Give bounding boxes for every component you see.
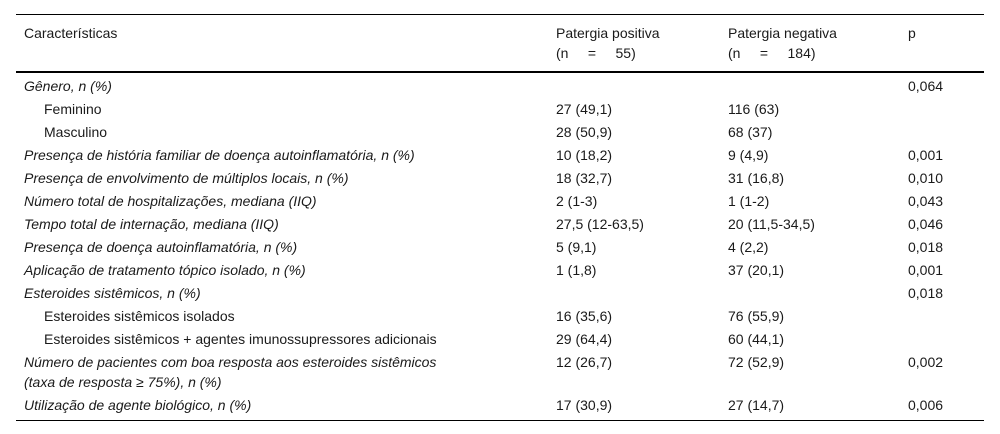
row-positive: 18 (32,7)	[556, 170, 613, 186]
table-header	[16, 15, 984, 73]
row-p	[900, 328, 984, 351]
row-label: Presença de envolvimento de múltiplos locais, n (%)	[24, 170, 349, 186]
row-label-line2: (taxa de resposta ≥ 75%), n (%)	[24, 374, 222, 390]
row-p: 0,001	[908, 262, 944, 278]
row-positive: 5 (9,1)	[556, 239, 597, 255]
table-row	[16, 72, 984, 98]
table-row	[16, 328, 984, 351]
row-p: 0,002	[908, 354, 944, 370]
table-row	[16, 213, 984, 236]
row-label	[16, 351, 548, 394]
header-positive-n: (n = 55)	[556, 45, 636, 61]
row-negative: 31 (16,8)	[728, 170, 785, 186]
table-row	[16, 282, 984, 305]
row-label: Presença de história familiar de doença autoinflamatória, n (%)	[24, 147, 415, 163]
table-row	[16, 98, 984, 121]
row-negative: 72 (52,9)	[728, 354, 785, 370]
row-p: 0,064	[908, 78, 944, 94]
row-label: Esteroides sistêmicos, n (%)	[24, 285, 201, 301]
row-p: 0,018	[908, 239, 944, 255]
row-negative: 9 (4,9)	[728, 147, 769, 163]
row-label: Feminino	[44, 101, 102, 117]
row-negative: 4 (2,2)	[728, 239, 769, 255]
row-positive: 10 (18,2)	[556, 147, 613, 163]
row-negative: 60 (44,1)	[728, 331, 785, 347]
row-label: Gênero, n (%)	[24, 78, 112, 94]
row-label: Esteroides sistêmicos + agentes imunossupressores adicionais	[44, 331, 437, 347]
row-negative: 76 (55,9)	[728, 308, 785, 324]
row-negative: 27 (14,7)	[728, 397, 785, 413]
header-pathergy-negative	[720, 15, 900, 73]
row-positive: 27,5 (12-63,5)	[556, 216, 644, 232]
row-p	[900, 121, 984, 144]
header-negative-label: Patergia negativa	[728, 25, 837, 41]
row-positive: 29 (64,4)	[556, 331, 613, 347]
header-positive-label: Patergia positiva	[556, 25, 660, 41]
row-p: 0,018	[908, 285, 944, 301]
row-negative: 116 (63)	[728, 101, 780, 117]
row-negative: 68 (37)	[728, 124, 773, 140]
row-label-line1: Número de pacientes com boa resposta aos esteroides sistêmicos	[24, 354, 437, 370]
row-label: Aplicação de tratamento tópico isolado, n (%)	[24, 262, 306, 278]
row-positive: 12 (26,7)	[556, 354, 613, 370]
row-positive: 2 (1-3)	[556, 193, 598, 209]
table-row	[16, 190, 984, 213]
row-p: 0,046	[908, 216, 944, 232]
row-negative	[720, 72, 900, 98]
row-negative	[720, 282, 900, 305]
characteristics-table	[16, 14, 984, 421]
row-negative: 20 (11,5-34,5)	[728, 216, 815, 232]
row-positive	[548, 282, 720, 305]
table-row	[16, 236, 984, 259]
characteristics-table-container	[16, 14, 984, 421]
row-p: 0,001	[908, 147, 944, 163]
table-body	[16, 72, 984, 421]
header-pathergy-positive	[548, 15, 720, 73]
header-p-value: p	[908, 25, 916, 41]
row-p: 0,043	[908, 193, 944, 209]
row-label: Utilização de agente biológico, n (%)	[24, 397, 252, 413]
table-row	[16, 351, 984, 394]
header-row	[16, 15, 984, 73]
header-negative-n: (n = 184)	[728, 45, 816, 61]
table-row	[16, 144, 984, 167]
header-characteristics: Características	[24, 25, 118, 41]
row-positive: 1 (1,8)	[556, 262, 597, 278]
row-label: Número total de hospitalizações, mediana (IIQ)	[24, 193, 317, 209]
row-p	[900, 98, 984, 121]
table-row	[16, 394, 984, 421]
row-label: Presença de doença autoinflamatória, n (%)	[24, 239, 298, 255]
row-label: Tempo total de internação, mediana (IIQ)	[24, 216, 279, 232]
row-label: Esteroides sistêmicos isolados	[44, 308, 235, 324]
row-negative: 37 (20,1)	[728, 262, 785, 278]
row-p: 0,006	[908, 397, 944, 413]
table-row	[16, 121, 984, 144]
row-positive	[548, 72, 720, 98]
row-positive: 16 (35,6)	[556, 308, 613, 324]
table-row	[16, 259, 984, 282]
table-row	[16, 305, 984, 328]
row-label: Masculino	[44, 124, 108, 140]
row-positive: 28 (50,9)	[556, 124, 613, 140]
row-positive: 27 (49,1)	[556, 101, 613, 117]
row-negative: 1 (1-2)	[728, 193, 770, 209]
row-p: 0,010	[908, 170, 944, 186]
row-p	[900, 305, 984, 328]
row-positive: 17 (30,9)	[556, 397, 613, 413]
table-row	[16, 167, 984, 190]
